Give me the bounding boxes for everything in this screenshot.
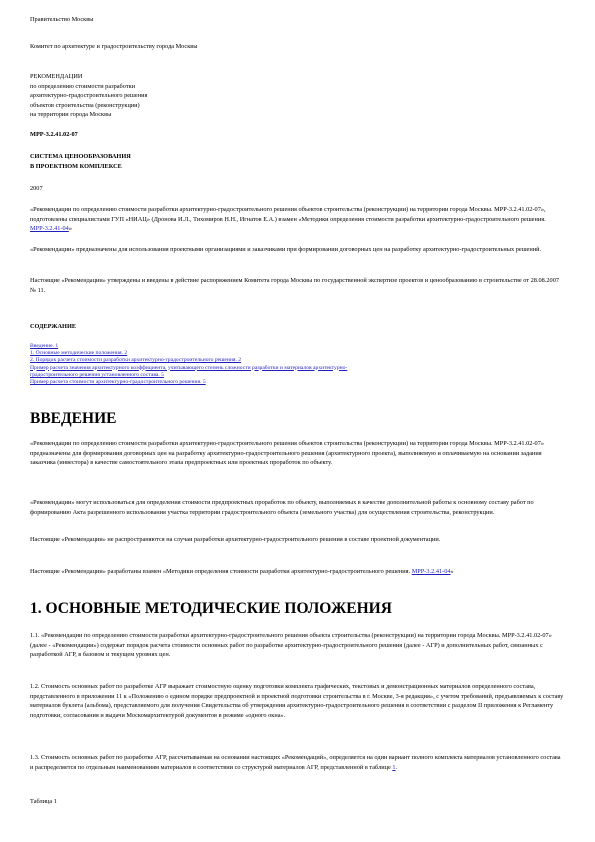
pricing-system-title: СИСТЕМА ЦЕНООБРАЗОВАНИЯ В ПРОЕКТНОМ КОМПЛЕКСЕ xyxy=(30,153,131,170)
committee-label: Комитет по архитектуре и градостроительству города Москвы xyxy=(30,43,198,50)
toc-item-introduction[interactable]: Введение. 1 xyxy=(30,343,59,349)
section-1-paragraph-2: 1.2. Стоимость основных работ по разработке АГР выражает стоимостную оценку подготовки комплекта графических, текстовых и демонстрационных материалов определенного состава, представленного в приложении 11 к «Положению о едином порядке предпроектной и проектной подготовки строительства в г. Москве, 3-я редакция», с учетом требований, предъявляемых к составу материалов буклета (альбома), представляемого для получения Свидетельства об утверждении архитектурно-градостроительного решения в соответствии с разделом II приложения к Регламенту подготовки, согласования и выдачи Москомархитектурой документов в режиме «одного окна». xyxy=(30,683,564,719)
document-code: МРР-3.2.41.02-07 xyxy=(30,131,78,138)
introduction-heading: ВВЕДЕНИЕ xyxy=(30,410,117,427)
link-table-1[interactable]: 1 xyxy=(392,763,396,771)
section-1-heading: 1. ОСНОВНЫЕ МЕТОДИЧЕСКИЕ ПОЛОЖЕНИЯ xyxy=(30,600,392,617)
section-1-paragraph-3: 1.3. Стоимость основных работ по разработке АГР, рассчитываемая на основании настоящих «Рекомендаций», определяется на один вариант полного комплекта материалов установленного состава и распределяется по отдельным наименованиям материалов в соответствии со структурой материалов АГР, представленной в таблице 1. xyxy=(30,754,561,771)
introduction-paragraph-4: Настоящие «Рекомендации» разработаны взамен «Методики определения стоимости разработки архитектурно-градостроительного решения. МРР-3.2.41-04» xyxy=(30,568,454,575)
introduction-paragraph-1: «Рекомендации по определению стоимости разработки архитектурно-градостроительного решения объектов строительства (реконструкции) на территории города Москвы. МРР-3.2.41.02-07» предназначены для формирования договорных цен на разработку архитектурно-градостроительного решения (архитектурного проекта), выполняемую и оплачиваемую на основании задания заказчика (инвестора) в качестве самостоятельного этапа предпроектных или проектных проработок по объекту. xyxy=(30,440,544,466)
table-label: Таблица 1 xyxy=(30,798,57,805)
document-year: 2007 xyxy=(30,185,43,192)
toc-item-example-coefficient[interactable]: Пример расчета значения архитектурного коэффициента, учитывающего степень сложности разработки и материалов архитектурно- xyxy=(30,364,348,371)
intro-paragraph-3: Настоящие «Рекомендации» утверждены и введены в действие распоряжением Комитета города Москвы по государственной экспертизе проектов и ценообразованию в строительстве от 28.08.2007 № 11. xyxy=(30,277,559,294)
link-mrr-04[interactable]: МРР-3.2.41-04 xyxy=(30,225,69,232)
government-label: Правительство Москвы xyxy=(30,16,94,23)
recommendations-title: РЕКОМЕНДАЦИИ по определению стоимости разработки архитектурно-градостроительного решения объектов строительства (реконструкции) на территории города Москвы xyxy=(30,73,148,118)
introduction-paragraph-3: Настоящие «Рекомендации» не распространяются на случаи разработки архитектурно-градостроительного решения в составе проектной документации. xyxy=(30,536,441,543)
intro-paragraph-2: «Рекомендации» предназначены для использования проектными организациями и заказчиками при формировании договорных цен на разработку архитектурно-градостроительных решений. xyxy=(30,246,542,253)
toc-item-example-coefficient-cont[interactable]: градостроительного решения установленного состава. 5 xyxy=(30,371,164,378)
introduction-paragraph-2: «Рекомендации» могут использоваться для определения стоимости предпроектных проработок по объекту, выполняемых в качестве дополнительной работы к основному составу работ по формированию Акта разрешенного использования участка территории градостроительного объекта (земельного участка) для осуществления строительства, реконструкции. xyxy=(30,499,534,516)
table-of-contents xyxy=(30,343,530,386)
link-mrr-04-2[interactable]: МРР-3.2.41-04 xyxy=(411,568,451,575)
toc-item-example-cost[interactable]: Пример расчета стоимости архитектурно-градостроительного решения. 5 xyxy=(30,379,206,386)
section-1-paragraph-1: 1.1. «Рекомендации по определению стоимости разработки архитектурно-градостроительного решения объекта строительства (реконструкции) на территории города Москвы. МРР-3.2.41.02-07» (далее - «Рекомендации») содержат порядок расчета стоимости основных работ по разработке архитектурно-градостроительного решения (далее - АГР) и дополнительных работ, связанных с разработкой АГР, в базовом и текущем уровнях цен. xyxy=(30,632,552,658)
intro-paragraph-1: «Рекомендации по определению стоимости разработки архитектурно-градостроительного решения объектов строительства (реконструкции) на территории города Москвы. МРР-3.2.41.02-07», подготовлены специалистами ГУП «НИАЦ» (Дронова И.Л., Тихомиров Н.Н., Игнатов Е.А.) взамен «Методики определения стоимости разработки архитектурно-градостроительного решения. МРР-3.2.41-04» xyxy=(30,206,546,232)
toc-item-section-2[interactable]: 2. Порядок расчета стоимости разработки архитектурно-градостроительного решения. 2 xyxy=(30,357,242,364)
toc-title: СОДЕРЖАНИЕ xyxy=(30,323,77,330)
toc-item-section-1[interactable]: 1. Основные методические положения. 2 xyxy=(30,350,128,357)
